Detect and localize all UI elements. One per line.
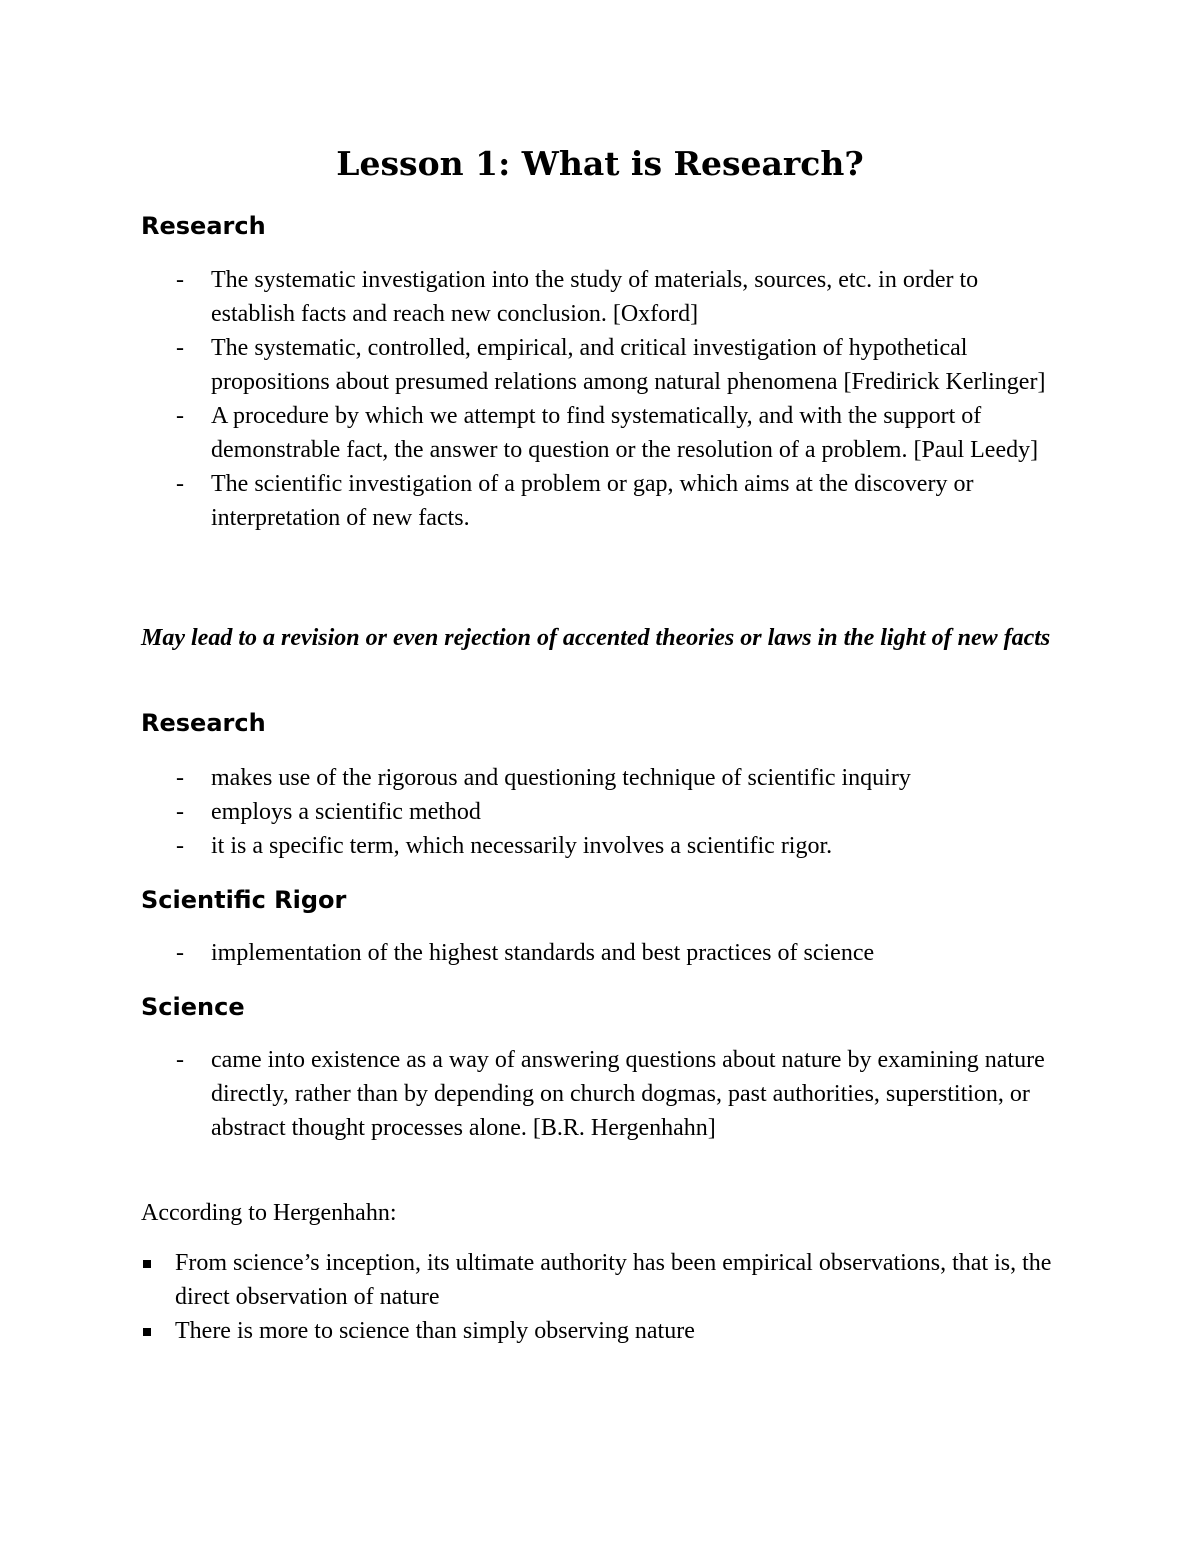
list-item [0, 1246, 1070, 1314]
dash-bullet-icon: - [176, 940, 184, 966]
square-bullet-icon [143, 1260, 151, 1268]
list-item-text: came into existence as a way of answering questions about nature by examining nature directly, rather than by depending on church dogmas, past authorities, superstition, or abstract thought processes alone. [B.R. Hergenhahn] [211, 1047, 1045, 1141]
list-item-text: From science’s inception, its ultimate authority has been empirical observations, that is, the direct observation of nature [175, 1250, 1052, 1310]
dash-bullet-icon: - [176, 1047, 184, 1073]
list-item [0, 936, 1061, 970]
scientific-rigor-list [0, 936, 1061, 970]
emphasis-note: May lead to a revision or even rejection of accented theories or laws in the light of new facts [141, 625, 1051, 651]
list-item-text: it is a specific term, which necessarily involves a scientific rigor. [211, 833, 833, 859]
list-item [0, 263, 1061, 331]
page-title: Lesson 1: What is Research? [336, 144, 864, 183]
list-item [0, 399, 1061, 467]
dash-bullet-icon: - [176, 799, 184, 825]
according-to-paragraph: According to Hergenhahn: [141, 1200, 397, 1226]
science-list [0, 1043, 1061, 1145]
research-definitions-list [0, 263, 1061, 535]
list-item [0, 795, 1061, 829]
list-item [0, 467, 1061, 535]
square-bullet-icon [143, 1328, 151, 1336]
dash-bullet-icon: - [176, 833, 184, 859]
section-heading-research-2: Research [141, 709, 266, 737]
dash-bullet-icon: - [176, 335, 184, 361]
dash-bullet-icon: - [176, 471, 184, 497]
list-item-text: The scientific investigation of a problem or gap, which aims at the discovery or interpretation of new facts. [211, 471, 974, 531]
list-item [0, 1043, 1061, 1145]
list-item [0, 829, 1061, 863]
list-item [0, 761, 1061, 795]
list-item-text: The systematic, controlled, empirical, and critical investigation of hypothetical propositions about presumed relations among natural phenomena [Fredirick Kerlinger] [211, 335, 1046, 395]
section-heading-research: Research [141, 212, 266, 240]
list-item [0, 331, 1061, 399]
list-item-text: makes use of the rigorous and questioning technique of scientific inquiry [211, 765, 911, 791]
list-item-text: A procedure by which we attempt to find systematically, and with the support of demonstrable fact, the answer to question or the resolution of a problem. [Paul Leedy] [211, 403, 1039, 463]
dash-bullet-icon: - [176, 267, 184, 293]
list-item-text: The systematic investigation into the study of materials, sources, etc. in order to establish facts and reach new conclusion. [Oxford] [211, 267, 979, 327]
list-item-text: There is more to science than simply observing nature [175, 1318, 695, 1344]
section-heading-science: Science [141, 993, 245, 1021]
list-item-text: implementation of the highest standards and best practices of science [211, 940, 875, 966]
list-item [0, 1314, 1070, 1348]
dash-bullet-icon: - [176, 403, 184, 429]
dash-bullet-icon: - [176, 765, 184, 791]
list-item-text: employs a scientific method [211, 799, 481, 825]
hergenhahn-points-list [0, 1246, 1070, 1348]
research-characteristics-list [0, 761, 1061, 863]
section-heading-scientific-rigor: Scientific Rigor [141, 886, 347, 914]
